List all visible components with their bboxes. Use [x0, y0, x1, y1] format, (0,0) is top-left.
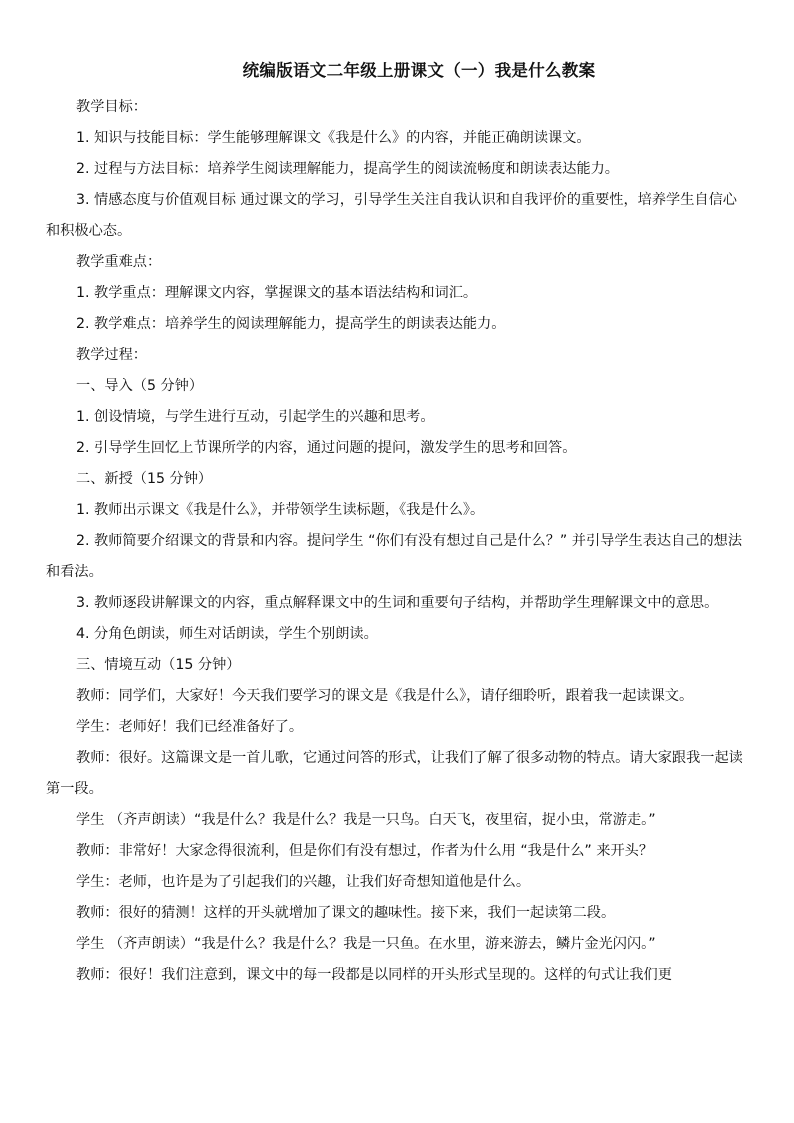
new-lesson-step-1: 1. 教师出示课文《我是什么》，并带领学生读标题，《我是什么》。: [76, 502, 485, 518]
dialogue-line: 学生 （齐声朗读）“我是什么？我是什么？我是一只鱼。在水里，游来游去，鳞片金光闪闪。”: [76, 936, 656, 952]
dialogue-line: 教师：很好。这篇课文是一首儿歌，它通过问答的形式，让我们了解了很多动物的特点。请大家跟我一起读第一段。: [46, 750, 743, 797]
dialogue-line: 学生：老师，也许是为了引起我们的兴趣，让我们好奇想知道他是什么。: [76, 874, 531, 890]
dialogue-line: 教师：非常好！大家念得很流利，但是你们有没有想过，作者为什么用 “我是什么” 来开头？: [76, 843, 654, 859]
key-point-2: 2. 教学难点：培养学生的阅读理解能力，提高学生的朗读表达能力。: [76, 316, 506, 332]
dialogue-line: 学生：老师好！我们已经准备好了。: [76, 719, 304, 735]
intro-step-2: 2. 引导学生回忆上节课所学的内容，通过问题的提问，激发学生的思考和回答。: [76, 440, 577, 456]
dialogue-line: 教师：同学们，大家好！今天我们要学习的课文是《我是什么》，请仔细聆听，跟着我一起读课文。: [76, 688, 694, 704]
subheading-new-lesson: 二、新授（15 分钟）: [76, 471, 213, 487]
section-heading-process: 教学过程：: [76, 347, 147, 363]
new-lesson-step-3: 3. 教师逐段讲解课文的内容，重点解释课文中的生词和重要句子结构，并帮助学生理解课文中的意思。: [76, 595, 719, 611]
objective-1: 1. 知识与技能目标：学生能够理解课文《我是什么》的内容，并能正确朗读课文。: [76, 130, 591, 146]
subheading-interaction: 三、情境互动（15 分钟）: [76, 657, 241, 673]
objective-2: 2. 过程与方法目标：培养学生阅读理解能力，提高学生的阅读流畅度和朗读表达能力。: [76, 161, 619, 177]
new-lesson-step-4: 4. 分角色朗读，师生对话朗读，学生个别朗读。: [76, 626, 378, 642]
key-point-1: 1. 教学重点：理解课文内容，掌握课文的基本语法结构和词汇。: [76, 285, 478, 301]
dialogue-line: 学生 （齐声朗读）“我是什么？我是什么？我是一只鸟。白天飞，夜里宿，捉小虫，常游走。”: [76, 812, 656, 828]
dialogue-line: 教师：很好！我们注意到，课文中的每一段都是以同样的开头形式呈现的。这样的句式让我们更: [76, 967, 672, 983]
objective-3: 3. 情感态度与价值观目标 通过课文的学习，引导学生关注自我认识和自我评价的重要性，培养学生自信心和积极心态。: [46, 192, 737, 239]
document-title: 统编版语文二年级上册课文（一）我是什么教案: [242, 61, 596, 80]
section-heading-objectives: 教学目标：: [76, 99, 147, 115]
dialogue-line: 教师：很好的猜测！这样的开头就增加了课文的趣味性。接下来，我们一起读第二段。: [76, 905, 616, 921]
subheading-intro: 一、导入（5 分钟）: [76, 378, 204, 394]
section-heading-key-points: 教学重难点：: [76, 254, 162, 270]
intro-step-1: 1. 创设情境，与学生进行互动，引起学生的兴趣和思考。: [76, 409, 435, 425]
new-lesson-step-2: 2. 教师简要介绍课文的背景和内容。提问学生 “你们有没有想过自己是什么？” 并引导学生表达自己的想法和看法。: [46, 533, 743, 580]
